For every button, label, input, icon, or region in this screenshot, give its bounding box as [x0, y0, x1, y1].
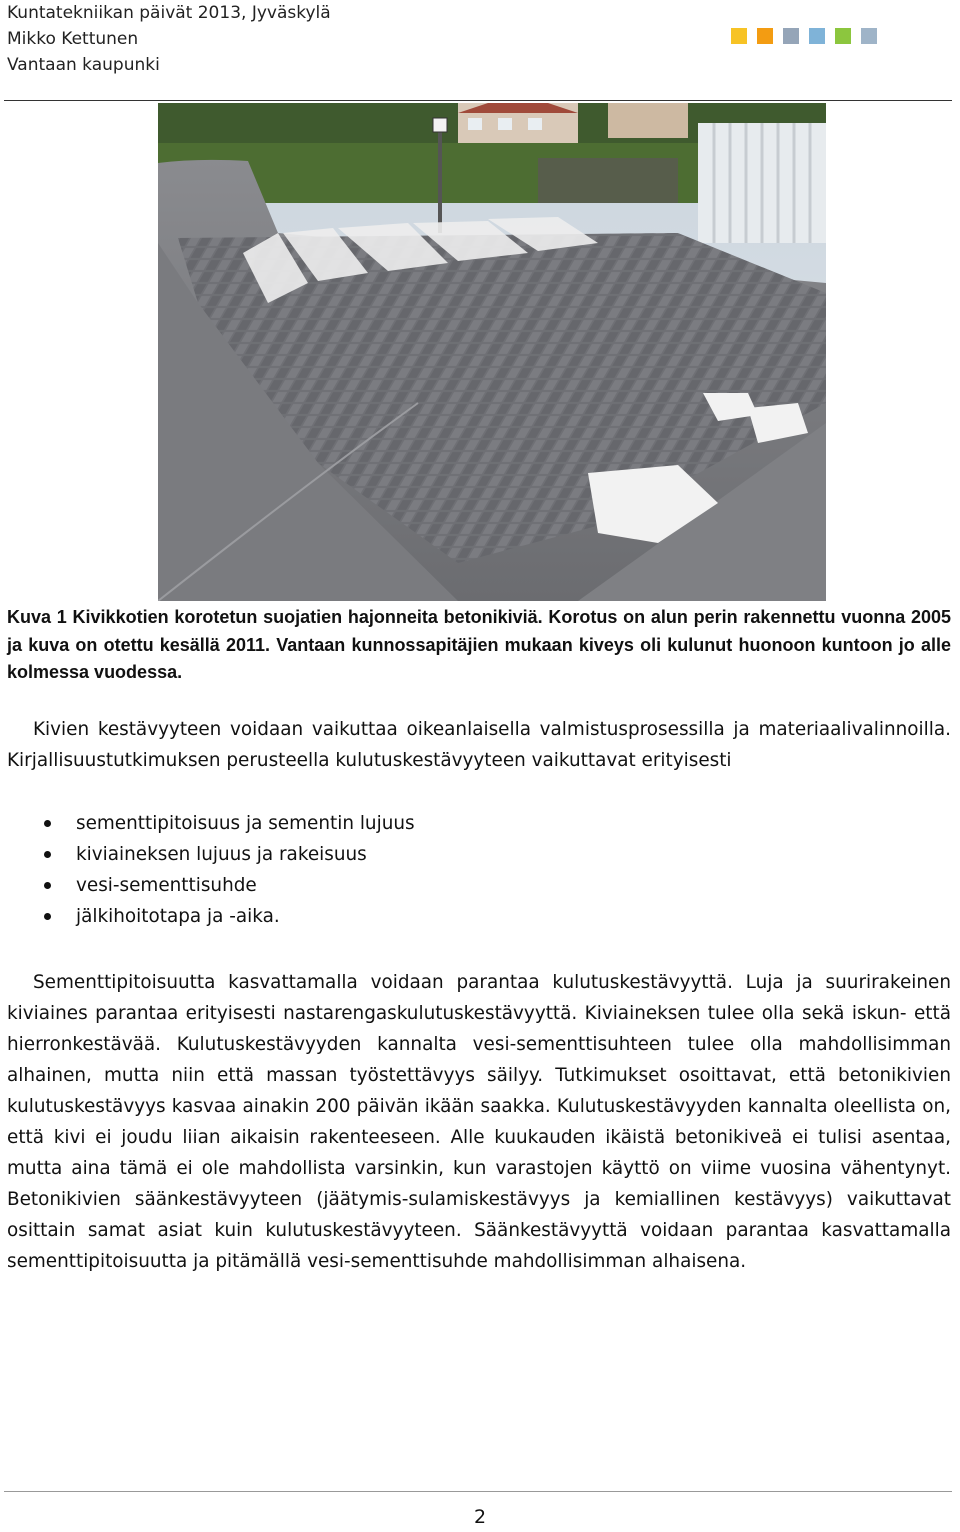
factor-list [44, 808, 415, 932]
color-square [809, 28, 825, 44]
list-item-text: vesi-sementtisuhde [76, 875, 257, 896]
color-square [757, 28, 773, 44]
header-color-squares [731, 28, 877, 44]
header-divider [4, 100, 952, 101]
bullet-icon [44, 851, 51, 858]
list-item-text: kiviaineksen lujuus ja rakeisuus [76, 844, 367, 865]
page-header [7, 0, 331, 78]
crosswalk-photo [158, 103, 826, 601]
page-number: 2 [473, 1506, 487, 1528]
header-event: Kuntatekniikan päivät 2013, Jyväskylä [7, 3, 331, 23]
header-author: Mikko Kettunen [7, 29, 139, 49]
color-square [861, 28, 877, 44]
color-square [731, 28, 747, 44]
paragraph-intro: Kivien kestävyyteen voidaan vaikuttaa oikeanlaisella valmistusprosessilla ja materiaalivalinnoilla. Kirjallisuustutkimuksen perusteella kulutuskestävyyteen vaikuttavat erityisesti [7, 719, 951, 771]
list-item [44, 901, 415, 932]
list-item-text: jälkihoitotapa ja -aika. [76, 906, 280, 927]
bullet-icon [44, 882, 51, 889]
list-item [44, 808, 415, 839]
color-square [783, 28, 799, 44]
header-organization: Vantaan kaupunki [7, 55, 160, 75]
figure-caption: Kuva 1 Kivikkotien korotetun suojatien hajonneita betonikiviä. Korotus on alun perin rakennettu vuonna 2005 ja kuva on otettu kesällä 2011. Vantaan kunnossapitäjien mukaan kiveys oli kulunut huonoon kuntoon jo alle kolmessa vuodessa. [7, 607, 951, 682]
list-item [44, 870, 415, 901]
paragraph-main: Sementtipitoisuutta kasvattamalla voidaan parantaa kulutuskestävyyttä. Luja ja suurirakeinen kiviaines parantaa erityisesti nastarengaskulutuskestävyyttä. Kiviaineksen tulee olla sekä iskun- että hierronkestävää. Kulutuskestävyyden kannalta vesi-sementtisuhteen tulee olla mahdollisimman alhainen, mutta niin että massan työstettävyys säilyy. Tutkimukset osoittavat, että betonikivien kulutuskestävyys kasvaa ainakin 200 päivän ikään saakka. Kulutuskestävyyden kannalta oleellista on, että kivi ei joudu liian aikaisin rakenteeseen. Alle kuukauden ikäistä betonikiveä ei tulisi asentaa, mutta aina tämä ei ole mahdollista varsinkin, kun varastojen käyttö on viime vuosina vähentynyt. Betonikivien säänkestävyyteen (jäätymis-sulamiskestävyys ja kemiallinen kestävyys) vaikuttavat osittain samat asiat kuin kulutuskestävyyteen. Säänkestävyyttä voidaan parantaa kasvattamalla sementtipitoisuutta ja pitämällä vesi-sementtisuhde mahdollisimman alhaisena. [7, 972, 951, 1272]
color-square [835, 28, 851, 44]
bullet-icon [44, 820, 51, 827]
bullet-icon [44, 913, 51, 920]
footer-divider [4, 1491, 952, 1492]
list-item-text: sementtipitoisuus ja sementin lujuus [76, 813, 415, 834]
list-item [44, 839, 415, 870]
